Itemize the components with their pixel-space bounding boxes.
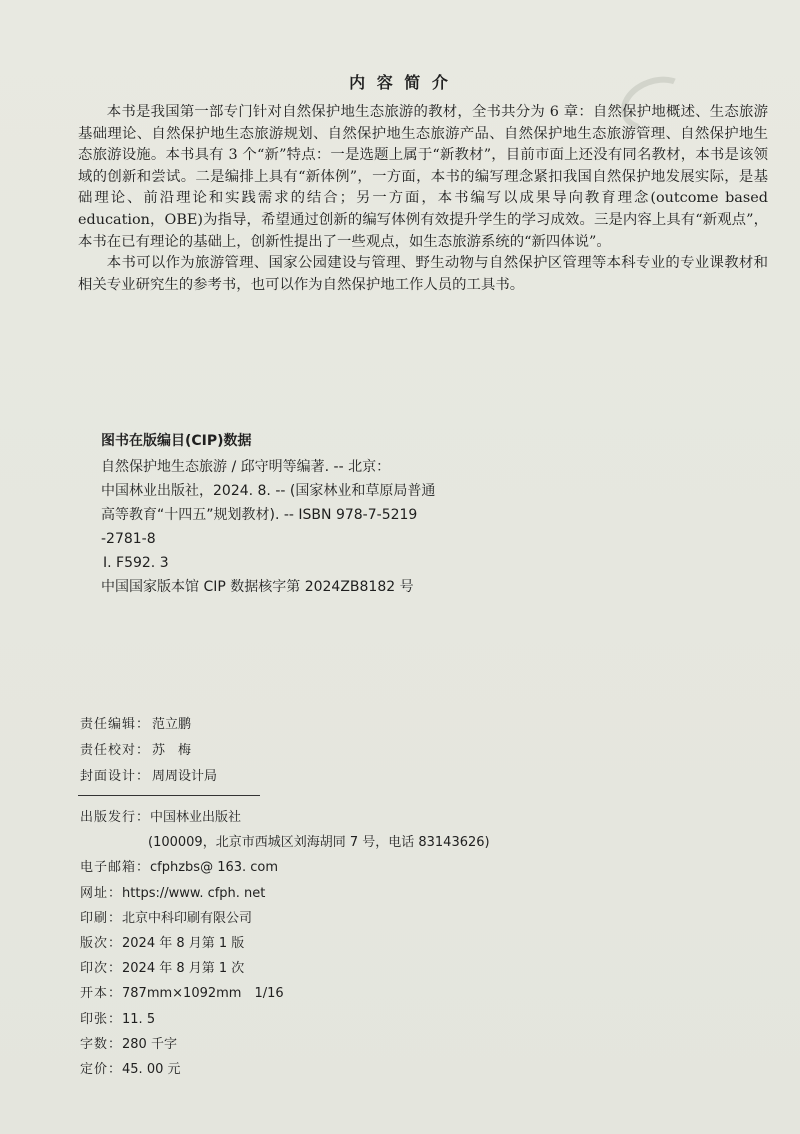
- cip-line: -2781-8: [101, 531, 156, 547]
- pub-value: 2024 年 8 月第 1 次: [122, 961, 245, 977]
- pub-label: 出版发行：: [80, 810, 151, 825]
- cip-title: 图书在版编目(CIP)数据: [101, 433, 252, 449]
- pub-value: 787mm×1092mm 1/16: [122, 986, 284, 1002]
- pub-row: [80, 1032, 490, 1057]
- cip-line: Ⅰ. F592. 3: [103, 555, 169, 571]
- cip-line: 高等教育“十四五”规划教材). -- ISBN 978-7-5219: [101, 507, 418, 523]
- pub-value: 280 千字: [122, 1036, 177, 1052]
- pub-label: 电子邮箱：: [80, 860, 151, 876]
- publisher-address: (100009，北京市西城区刘海胡同 7 号，电话 83143626): [148, 835, 490, 851]
- credit-value: 苏 梅: [152, 743, 192, 758]
- pub-value: https://www. cfph. net: [122, 885, 266, 901]
- pub-row: [80, 805, 490, 830]
- credit-value: 范立鹏: [152, 717, 192, 732]
- credit-row: [80, 738, 217, 764]
- cip-line: 中国林业出版社，2024. 8. -- (国家林业和草原局普通: [101, 483, 436, 499]
- pub-row: [80, 906, 490, 931]
- pub-label: 定价：: [80, 1062, 123, 1078]
- credit-value: 周周设计局: [152, 769, 218, 784]
- publication-info: [80, 805, 490, 1082]
- credit-row: [80, 764, 217, 790]
- pub-row: [80, 981, 490, 1006]
- pub-value: 北京中科印刷有限公司: [122, 910, 253, 926]
- cip-line: 中国国家版本馆 CIP 数据核字第 2024ZB8182 号: [101, 579, 414, 595]
- credit-row: [80, 712, 217, 738]
- pub-label: 印次：: [80, 961, 123, 977]
- pub-label: 版次：: [80, 936, 123, 952]
- pub-row: [80, 956, 490, 981]
- pub-label: 印刷：: [80, 910, 123, 926]
- pub-row: [80, 931, 490, 956]
- credit-label: 责任校对：: [80, 743, 151, 758]
- pub-row: [80, 1057, 490, 1082]
- pub-label: 印张：: [80, 1011, 123, 1027]
- pub-label: 开本：: [80, 986, 123, 1002]
- credit-label: 封面设计：: [80, 769, 151, 784]
- divider: [78, 795, 260, 796]
- pub-row: [80, 1007, 490, 1032]
- cip-data-block: [101, 455, 441, 599]
- intro-paragraph: 本书是我国第一部专门针对自然保护地生态旅游的教材，全书共分为 6 章：自然保护地概述、生态旅游基础理论、自然保护地生态旅游规划、自然保护地生态旅游产品、自然保护地生态旅游管理、自然保护地生态旅游设施。本书具有 3 个“新”特点：一是选题上属于“新教材”，目前市面上还没有同名教材，本书是该领域的创新和尝试。二是编排上具有“新体例”，一方面，本书的编写理念紧扣我国自然保护地发展实际，是基础理论、前沿理论和实践需求的结合；另一方面，本书编写以成果导向教育理念(outcome based education，OBE)为指导，希望通过创新的编写体例有效提升学生的学习成效。三是内容上具有“新观点”，本书在已有理论的基础上，创新性提出了一些观点，如生态旅游系统的“新四体说”。: [78, 104, 768, 250]
- intro-summary: [78, 102, 768, 296]
- pub-label: 网址：: [80, 885, 123, 901]
- pub-label: 字数：: [80, 1036, 123, 1052]
- pub-value: 11. 5: [122, 1011, 156, 1027]
- pub-value: cfphzbs@ 163. com: [150, 860, 279, 876]
- pub-row: [80, 881, 490, 906]
- credit-label: 责任编辑：: [80, 717, 151, 732]
- credits-block: [80, 712, 217, 790]
- publisher-name: 中国林业出版社: [150, 810, 242, 825]
- intro-title: 内 容 简 介: [349, 73, 451, 92]
- pub-row: [80, 855, 490, 880]
- pub-value: 45. 00 元: [122, 1062, 181, 1078]
- cip-line: 自然保护地生态旅游 / 邱守明等编著. -- 北京：: [101, 459, 391, 475]
- intro-paragraph: 本书可以作为旅游管理、国家公园建设与管理、野生动物与自然保护区管理等本科专业的专业课教材和相关专业研究生的参考书，也可以作为自然保护地工作人员的工具书。: [78, 255, 768, 293]
- pub-value: 2024 年 8 月第 1 版: [122, 936, 245, 952]
